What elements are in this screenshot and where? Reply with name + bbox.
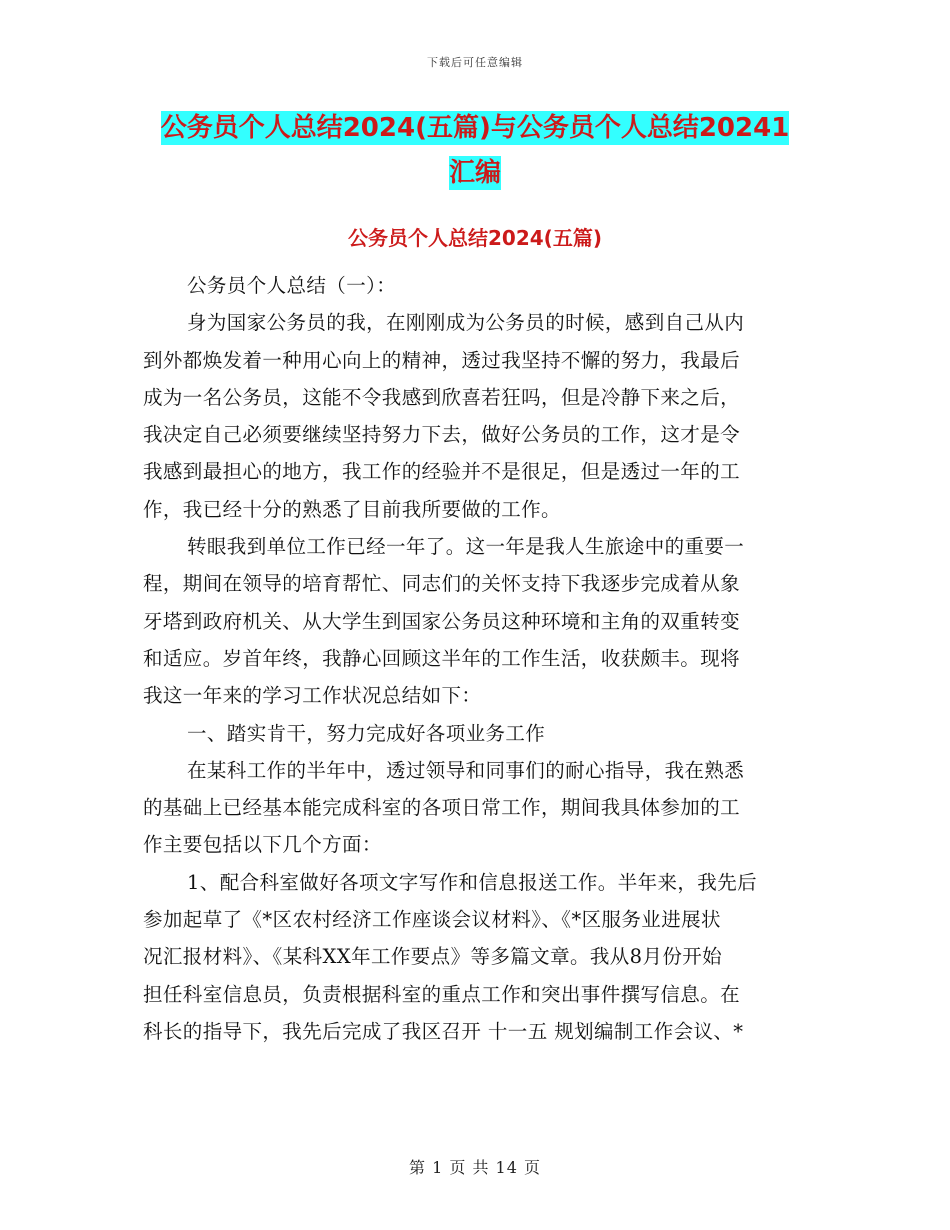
body-line: 转眼我到单位工作已经一年了。这一年是我人生旅途中的重要一 bbox=[187, 535, 745, 559]
body-line: 程，期间在领导的培育帮忙、同志们的关怀支持下我逐步完成着从象 bbox=[143, 572, 741, 596]
document-title bbox=[150, 106, 800, 196]
body-line: 我决定自己必须要继续坚持努力下去，做好公务员的工作，这才是令 bbox=[143, 423, 741, 447]
body-line: 我感到最担心的地方，我工作的经验并不是很足，但是透过一年的工 bbox=[143, 460, 741, 484]
body-line: 况汇报材料》、《某科XX年工作要点》等多篇文章。我从8月份开始 bbox=[143, 945, 723, 969]
body-line: 到外都焕发着一种用心向上的精神，透过我坚持不懈的努力，我最后 bbox=[143, 348, 741, 372]
body-line: 一、踏实肯干，努力完成好各项业务工作 bbox=[187, 721, 546, 745]
body-line: 成为一名公务员，这能不令我感到欣喜若狂吗，但是冷静下来之后， bbox=[143, 385, 741, 409]
body-line: 和适应。岁首年终，我静心回顾这半年的工作生活，收获颇丰。现将 bbox=[143, 646, 741, 670]
document-body bbox=[143, 267, 809, 1050]
body-line: 牙塔到政府机关、从大学生到国家公务员这种环境和主角的双重转变 bbox=[143, 609, 741, 633]
body-line: 科长的指导下，我先后完成了我区召开 十一五 规划编制工作会议、* bbox=[143, 1019, 744, 1043]
body-line: 身为国家公务员的我，在刚刚成为公务员的时候，感到自己从内 bbox=[187, 311, 745, 335]
body-line: 担任科室信息员，负责根据科室的重点工作和突出事件撰写信息。在 bbox=[143, 982, 741, 1006]
title-line-2: 汇编 bbox=[448, 158, 501, 188]
body-line: 的基础上已经基本能完成科室的各项日常工作，期间我具体参加的工 bbox=[143, 796, 741, 820]
body-line: 在某科工作的半年中，透过领导和同事们的耐心指导，我在熟悉 bbox=[187, 758, 745, 782]
header-note: 下载后可任意编辑 bbox=[427, 56, 523, 69]
body-line: 作，我已经十分的熟悉了目前我所要做的工作。 bbox=[143, 497, 561, 521]
body-line: 1、配合科室做好各项文字写作和信息报送工作。半年来，我先后 bbox=[187, 870, 758, 894]
body-line: 我这一年来的学习工作状况总结如下： bbox=[143, 684, 482, 708]
title-line-1: 公务员个人总结2024(五篇)与公务员个人总结20241 bbox=[160, 113, 790, 143]
body-line: 参加起草了《*区农村经济工作座谈会议材料》、《*区服务业进展状 bbox=[143, 908, 721, 932]
body-line: 公务员个人总结（一）： bbox=[187, 274, 397, 297]
body-line: 作主要包括以下几个方面： bbox=[143, 833, 382, 857]
section-title: 公务员个人总结2024(五篇) bbox=[348, 226, 602, 250]
page-footer: 第 1 页 共 14 页 bbox=[409, 1158, 541, 1177]
